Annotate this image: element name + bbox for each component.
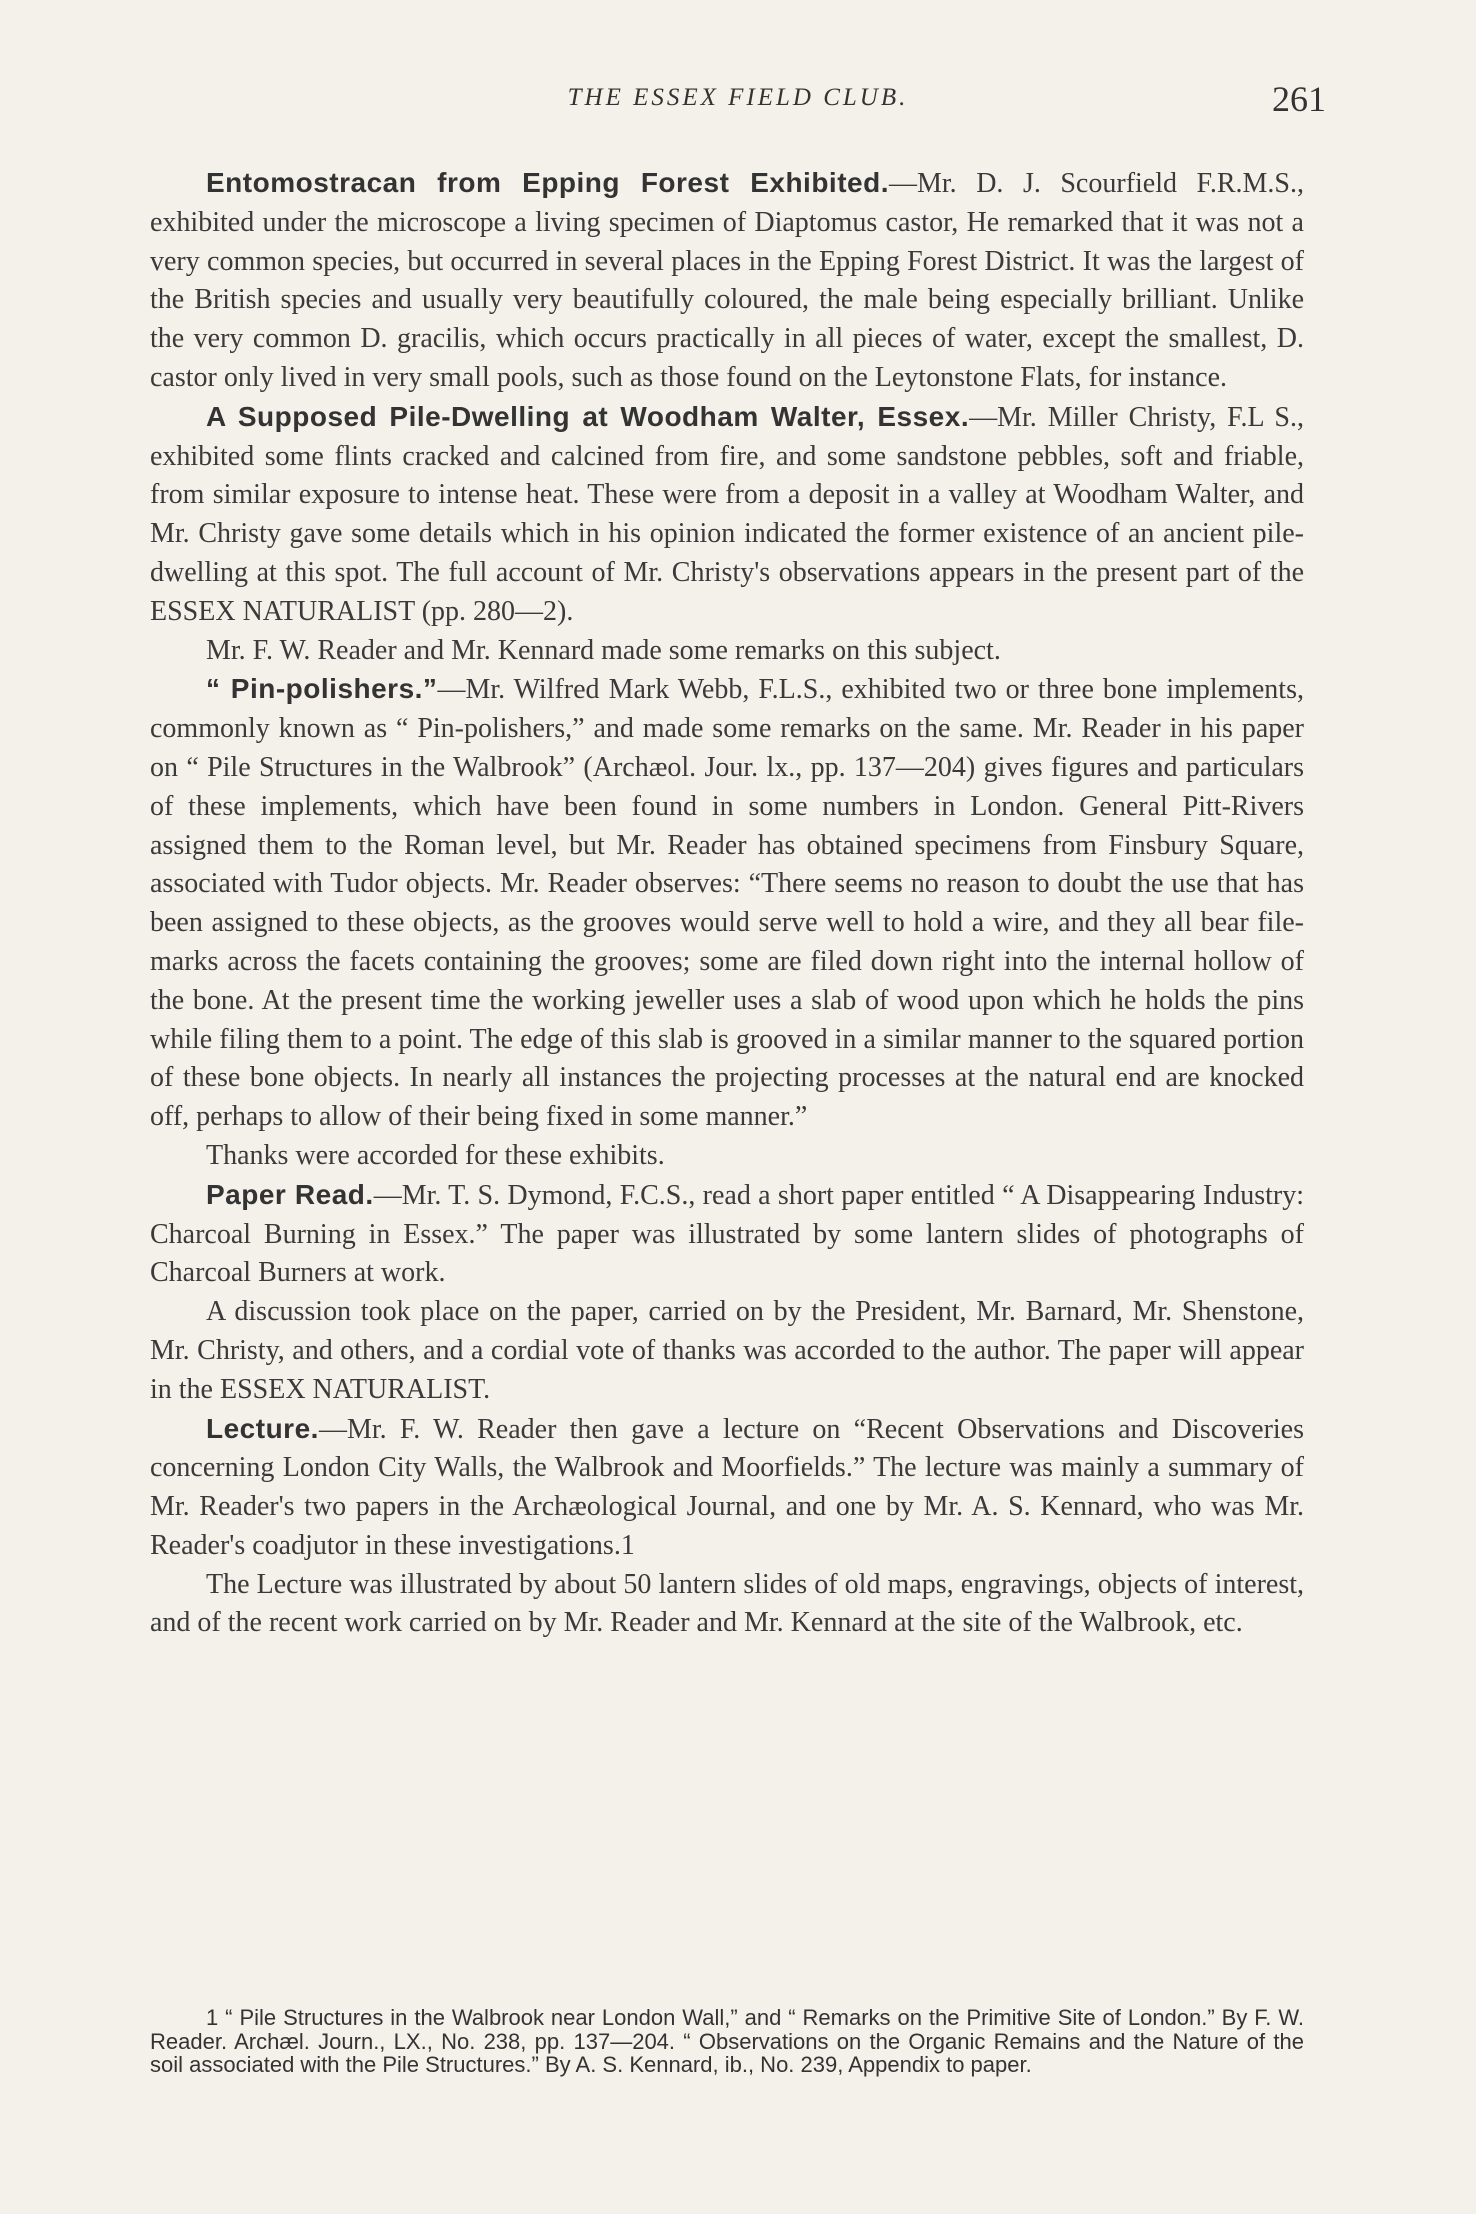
paragraph-thanks bbox=[150, 1137, 1304, 1176]
paragraph-text: Mr. F. W. Reader and Mr. Kennard made some remarks on this subject. bbox=[206, 634, 1001, 666]
paragraph-text: —Mr. Wilfred Mark Webb, F.L.S., exhibited two or three bone implements, commonly known as “ Pin-polishers,” and made some remarks on the same. Mr. Reader in his paper on “ Pile Structures in the Walbrook” (Archæol. Jour. lx., pp. 137—204) gives figures and particulars of these implements, which have been found in some numbers in London. General Pitt-Rivers assigned them to the Roman level, but Mr. Reader has obtained specimens from Finsbury Square, associated with Tudor objects. Mr. Reader observes: “There seems no reason to doubt the use that has been assigned to these objects, as the grooves would serve well to hold a wire, and they all bear file-marks across the facets containing the grooves; some are filed down right into the internal hollow of the bone. At the present time the working jeweller uses a slab of wood upon which he holds the pins while filing them to a point. The edge of this slab is grooved in a similar manner to the squared portion of these bone objects. In nearly all instances the projecting processes at the natural end are knocked off, perhaps to allow of their being fixed in some manner.” bbox=[150, 674, 1304, 1133]
paragraph-paper-read bbox=[150, 1176, 1304, 1293]
footnote bbox=[150, 2006, 1304, 2077]
paragraph-discussion bbox=[150, 1293, 1304, 1409]
paragraph-text: —Mr. F. W. Reader then gave a lecture on “Recent Observations and Discoveries concerning London City Walls, the Walbrook and Moorfields.” The lecture was mainly a summary of Mr. Reader's two papers in the Archæological Journal, and one by Mr. A. S. Kennard, who was Mr. Reader's coadjutor in these investigations.1 bbox=[150, 1413, 1304, 1561]
section-heading: Entomostracan from Epping Forest Exhibited. bbox=[206, 167, 889, 198]
running-title: THE ESSEX FIELD CLUB. bbox=[567, 84, 909, 111]
paragraph-text: A discussion took place on the paper, carried on by the President, Mr. Barnard, Mr. Shenstone, Mr. Christy, and others, and a cordial vote of thanks was accorded to the author. The paper will appear in the ESSEX NATURALIST. bbox=[150, 1296, 1304, 1405]
footnote-text: 1 “ Pile Structures in the Walbrook near London Wall,” and “ Remarks on the Primitive Site of London.” By F. W. Reader. Archæl. Journ., LX., No. 238, pp. 137—204. “ Observations on the Organic Remains and the Nature of the soil associated with the Pile Structures.” By A. S. Kennard, ib., No. 239, Appendix to paper. bbox=[150, 2005, 1304, 2077]
paragraph-lecture bbox=[150, 1410, 1304, 1566]
paragraph-remarks bbox=[150, 632, 1304, 671]
body-text bbox=[150, 164, 1304, 1643]
section-heading: Paper Read. bbox=[206, 1178, 374, 1210]
section-heading: A Supposed Pile-Dwelling at Woodham Walter, Essex. bbox=[206, 400, 970, 432]
paragraph-text: —Mr. D. J. Scourfield F.R.M.S., exhibited under the microscope a living specimen of Diaptomus castor, He remarked that it was not a very common species, but occurred in several places in the Epping Forest District. It was the largest of the British species and usually very beautifully coloured, the male being especially brilliant. Unlike the very common D. gracilis, which occurs practically in all pieces of water, except the smallest, D. castor only lived in very small pools, such as those found on the Leytonstone Flats, for instance. bbox=[150, 168, 1304, 393]
paragraph-pile-dwelling bbox=[150, 398, 1304, 632]
paragraph-lantern-slides bbox=[150, 1566, 1304, 1644]
section-heading: Lecture. bbox=[206, 1412, 319, 1444]
paragraph-text: Thanks were accorded for these exhibits. bbox=[206, 1139, 665, 1171]
paragraph-text: —Mr. T. S. Dymond, F.C.S., read a short paper entitled “ A Disappearing Industry: Charcoal Burning in Essex.” The paper was illustrated by some lantern slides of photographs of Charcoal Burners at work. bbox=[150, 1179, 1304, 1289]
paragraph-text: —Mr. Miller Christy, F.L S., exhibited some flints cracked and calcined from fire, and some sandstone pebbles, soft and friable, from similar exposure to intense heat. These were from a deposit in a valley at Woodham Walter, and Mr. Christy gave some details which in his opinion indicated the former existence of an ancient pile-dwelling at this spot. The full account of Mr. Christy's observations appears in the present part of the ESSEX NATURALIST (pp. 280—2). bbox=[150, 401, 1305, 627]
paragraph-pin-polishers bbox=[150, 670, 1304, 1137]
page-header bbox=[150, 79, 1326, 134]
page-number: 261 bbox=[1272, 79, 1326, 119]
paragraph-text: The Lecture was illustrated by about 50 lantern slides of old maps, engravings, objects of interest, and of the recent work carried on by Mr. Reader and Mr. Kennard at the site of the Walbrook, etc. bbox=[150, 1568, 1304, 1639]
paragraph-entomostracan bbox=[150, 164, 1304, 398]
section-heading: “ Pin-polishers.” bbox=[206, 673, 438, 705]
